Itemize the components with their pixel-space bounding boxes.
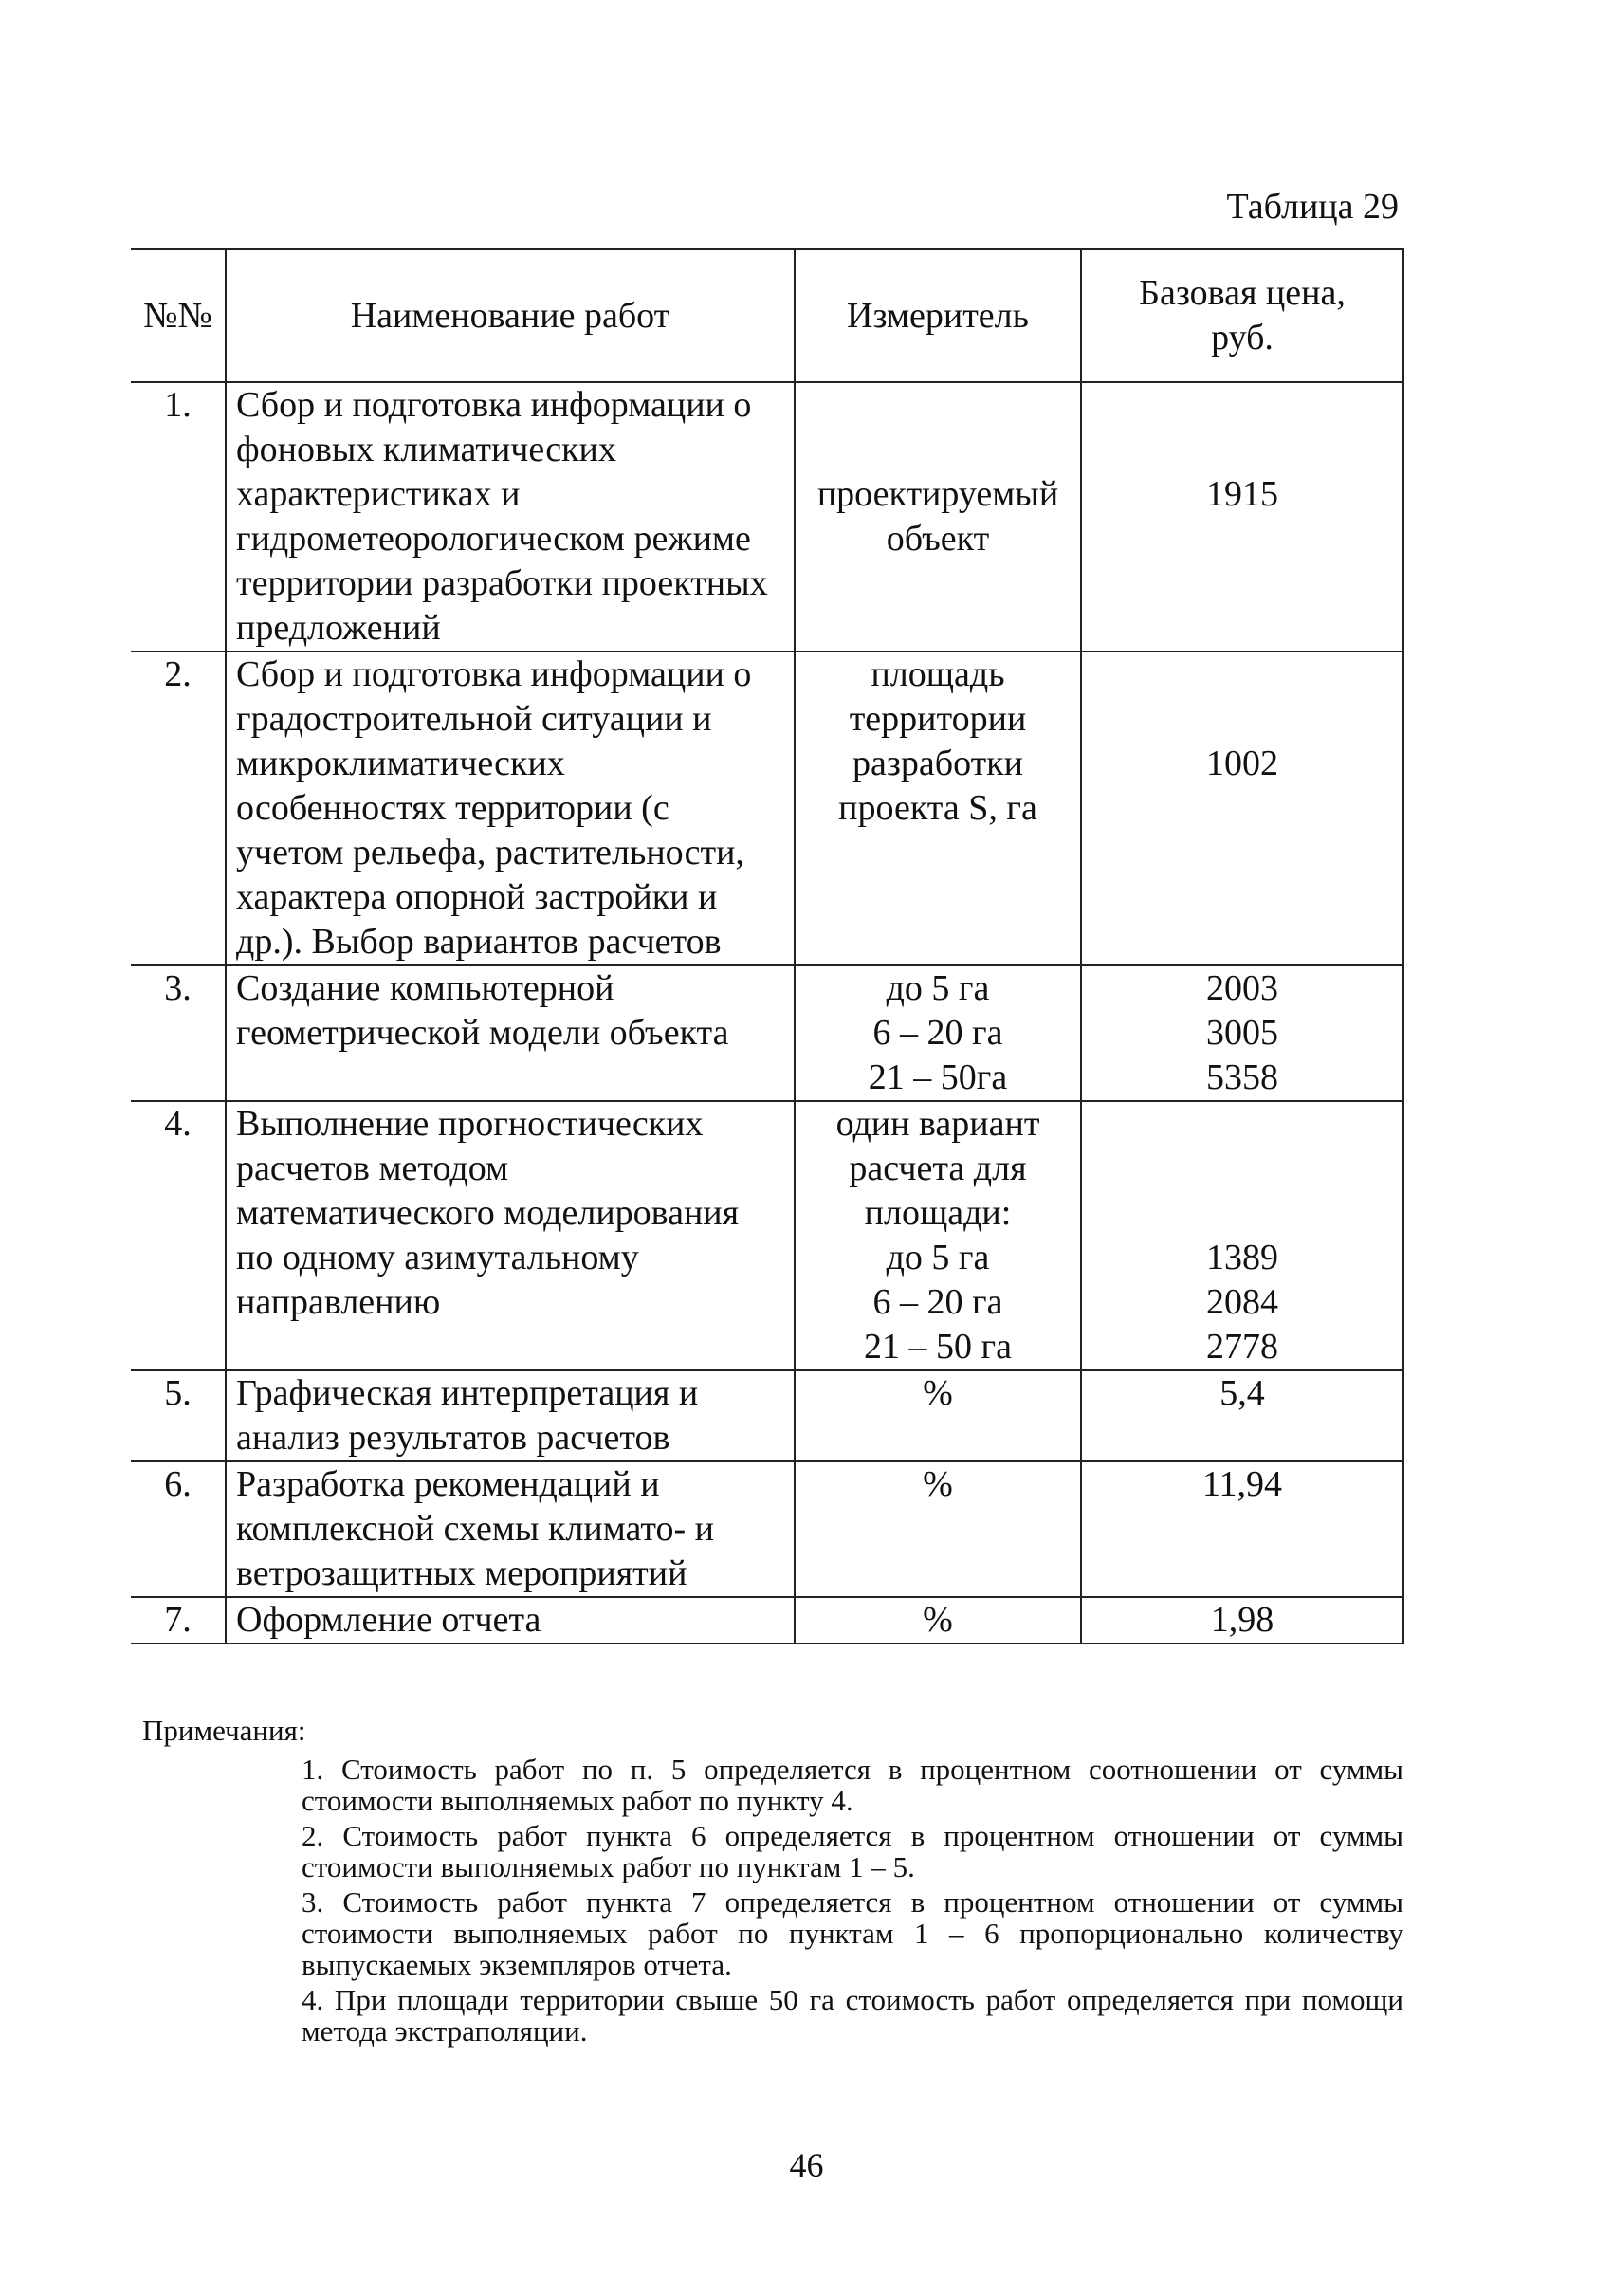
table-row [131, 965, 1403, 1101]
header-price-line: руб. [1211, 318, 1274, 358]
table-row [131, 652, 1403, 965]
work-name [226, 652, 795, 965]
price-value: 1002 [1206, 744, 1278, 783]
price-value: 3005 [1206, 1013, 1278, 1053]
unit-cell [795, 1461, 1081, 1597]
price-cell [1081, 1101, 1403, 1370]
row-number: 7. [131, 1597, 226, 1644]
work-name-line: Сбор и подготовка информации о [236, 385, 752, 425]
price-cell [1081, 965, 1403, 1101]
unit-line: площадь [871, 654, 1005, 694]
unit-line: % [923, 1464, 953, 1504]
work-name-line: направлению [236, 1282, 441, 1322]
work-name-line: учетом рельефа, растительности, [236, 833, 744, 872]
price-cell [1081, 1370, 1403, 1461]
row-number: 6. [131, 1461, 226, 1597]
unit-line: % [923, 1373, 953, 1413]
work-name-line: характеристиках и [236, 474, 521, 514]
unit-line: до 5 га [886, 968, 990, 1008]
unit-line: площади: [864, 1193, 1012, 1233]
work-name-line: Сбор и подготовка информации о [236, 654, 752, 694]
unit-line: один вариант [835, 1104, 1040, 1144]
table-header-row [131, 249, 1403, 382]
row-number: 5. [131, 1370, 226, 1461]
price-cell [1081, 1597, 1403, 1644]
row-number: 1. [131, 382, 226, 652]
unit-cell [795, 652, 1081, 965]
work-name [226, 382, 795, 652]
work-name-line: геометрической модели объекта [236, 1013, 729, 1053]
price-value: 2084 [1206, 1282, 1278, 1322]
row-number: 2. [131, 652, 226, 965]
price-table [131, 248, 1404, 1644]
price-value: 5358 [1206, 1057, 1278, 1097]
header-price-line: Базовая цена, [1139, 273, 1346, 313]
unit-cell [795, 965, 1081, 1101]
header-unit: Измеритель [795, 249, 1081, 382]
unit-line: 21 – 50га [868, 1057, 1008, 1097]
work-name-line: фоновых климатических [236, 430, 616, 469]
work-name-line: ветрозащитных мероприятий [236, 1553, 687, 1593]
price-value: 2003 [1206, 968, 1278, 1008]
unit-cell [795, 382, 1081, 652]
note-item: 3. Стоимость работ пункта 7 определяется в процентном отношении от суммы стоимости выполняемых работ по пунктам 1 – 6 пропорционально количеству выпускаемых экземпляров отчета. [302, 1885, 1403, 1981]
work-name-line: предложений [236, 608, 441, 648]
price-value: 1915 [1206, 474, 1278, 514]
work-name-line: математического моделирования [236, 1193, 740, 1233]
unit-line: территории [849, 699, 1027, 739]
unit-line: 6 – 20 га [872, 1013, 1003, 1053]
work-name-line: градостроительной ситуации и [236, 699, 712, 739]
work-name [226, 1597, 795, 1644]
price-value: 5,4 [1219, 1373, 1265, 1413]
page-number: 46 [789, 2146, 824, 2184]
work-name [226, 1101, 795, 1370]
unit-cell [795, 1597, 1081, 1644]
unit-line: 21 – 50 га [864, 1327, 1012, 1367]
table-row [131, 1597, 1403, 1644]
table-row [131, 1101, 1403, 1370]
row-number: 3. [131, 965, 226, 1101]
note-item: 1. Стоимость работ по п. 5 определяется в процентном соотношении от суммы стоимости выполняемых работ по пункту 4. [302, 1753, 1403, 1817]
work-name-line: Создание компьютерной [236, 968, 614, 1008]
work-name [226, 1461, 795, 1597]
unit-line: разработки [852, 744, 1023, 783]
notes-title: Примечания: [142, 1714, 306, 1747]
work-name-line: анализ результатов расчетов [236, 1418, 670, 1458]
work-name-line: Разработка рекомендаций и [236, 1464, 660, 1504]
header-name: Наименование работ [226, 249, 795, 382]
table-row [131, 382, 1403, 652]
work-name-line: микроклиматических [236, 744, 565, 783]
table-row [131, 1461, 1403, 1597]
unit-line: проекта S, га [838, 788, 1037, 828]
work-name-line: Оформление отчета [236, 1600, 541, 1640]
notes-section [142, 1715, 1403, 2050]
work-name-line: территории разработки проектных [236, 563, 768, 603]
table-caption: Таблица 29 [1226, 187, 1399, 227]
work-name-line: расчетов методом [236, 1148, 509, 1188]
price-value: 1,98 [1210, 1600, 1274, 1640]
unit-cell [795, 1370, 1081, 1461]
work-name-line: характера опорной застройки и [236, 877, 718, 917]
price-value: 11,94 [1201, 1464, 1283, 1504]
note-item: 4. При площади территории свыше 50 га стоимость работ определяется при помощи метода экстраполяции. [302, 1983, 1403, 2048]
work-name-line: особенностях территории (с [236, 788, 669, 828]
work-name [226, 965, 795, 1101]
work-name-line: Выполнение прогностических [236, 1104, 704, 1144]
header-price [1081, 249, 1403, 382]
price-value: 2778 [1206, 1327, 1278, 1367]
header-num: №№ [131, 249, 226, 382]
table-row [131, 1370, 1403, 1461]
work-name-line: комплексной схемы климато- и [236, 1509, 714, 1549]
note-item: 2. Стоимость работ пункта 6 определяется в процентном отношении от суммы стоимости выполняемых работ по пунктам 1 – 5. [302, 1819, 1403, 1883]
unit-line: расчета для [849, 1148, 1027, 1188]
work-name-line: Графическая интерпретация и [236, 1373, 699, 1413]
unit-cell [795, 1101, 1081, 1370]
work-name-line: др.). Выбор вариантов расчетов [236, 922, 722, 962]
unit-line: 6 – 20 га [872, 1282, 1003, 1322]
price-cell [1081, 652, 1403, 965]
unit-line: проектируемый [816, 474, 1059, 514]
price-cell [1081, 1461, 1403, 1597]
work-name-line: гидрометеорологическом режиме [236, 519, 751, 559]
unit-line: объект [886, 519, 990, 559]
unit-line: до 5 га [886, 1238, 990, 1277]
unit-line: % [923, 1600, 953, 1640]
row-number: 4. [131, 1101, 226, 1370]
price-value: 1389 [1206, 1238, 1278, 1277]
price-cell [1081, 382, 1403, 652]
work-name [226, 1370, 795, 1461]
work-name-line: по одному азимутальному [236, 1238, 639, 1277]
